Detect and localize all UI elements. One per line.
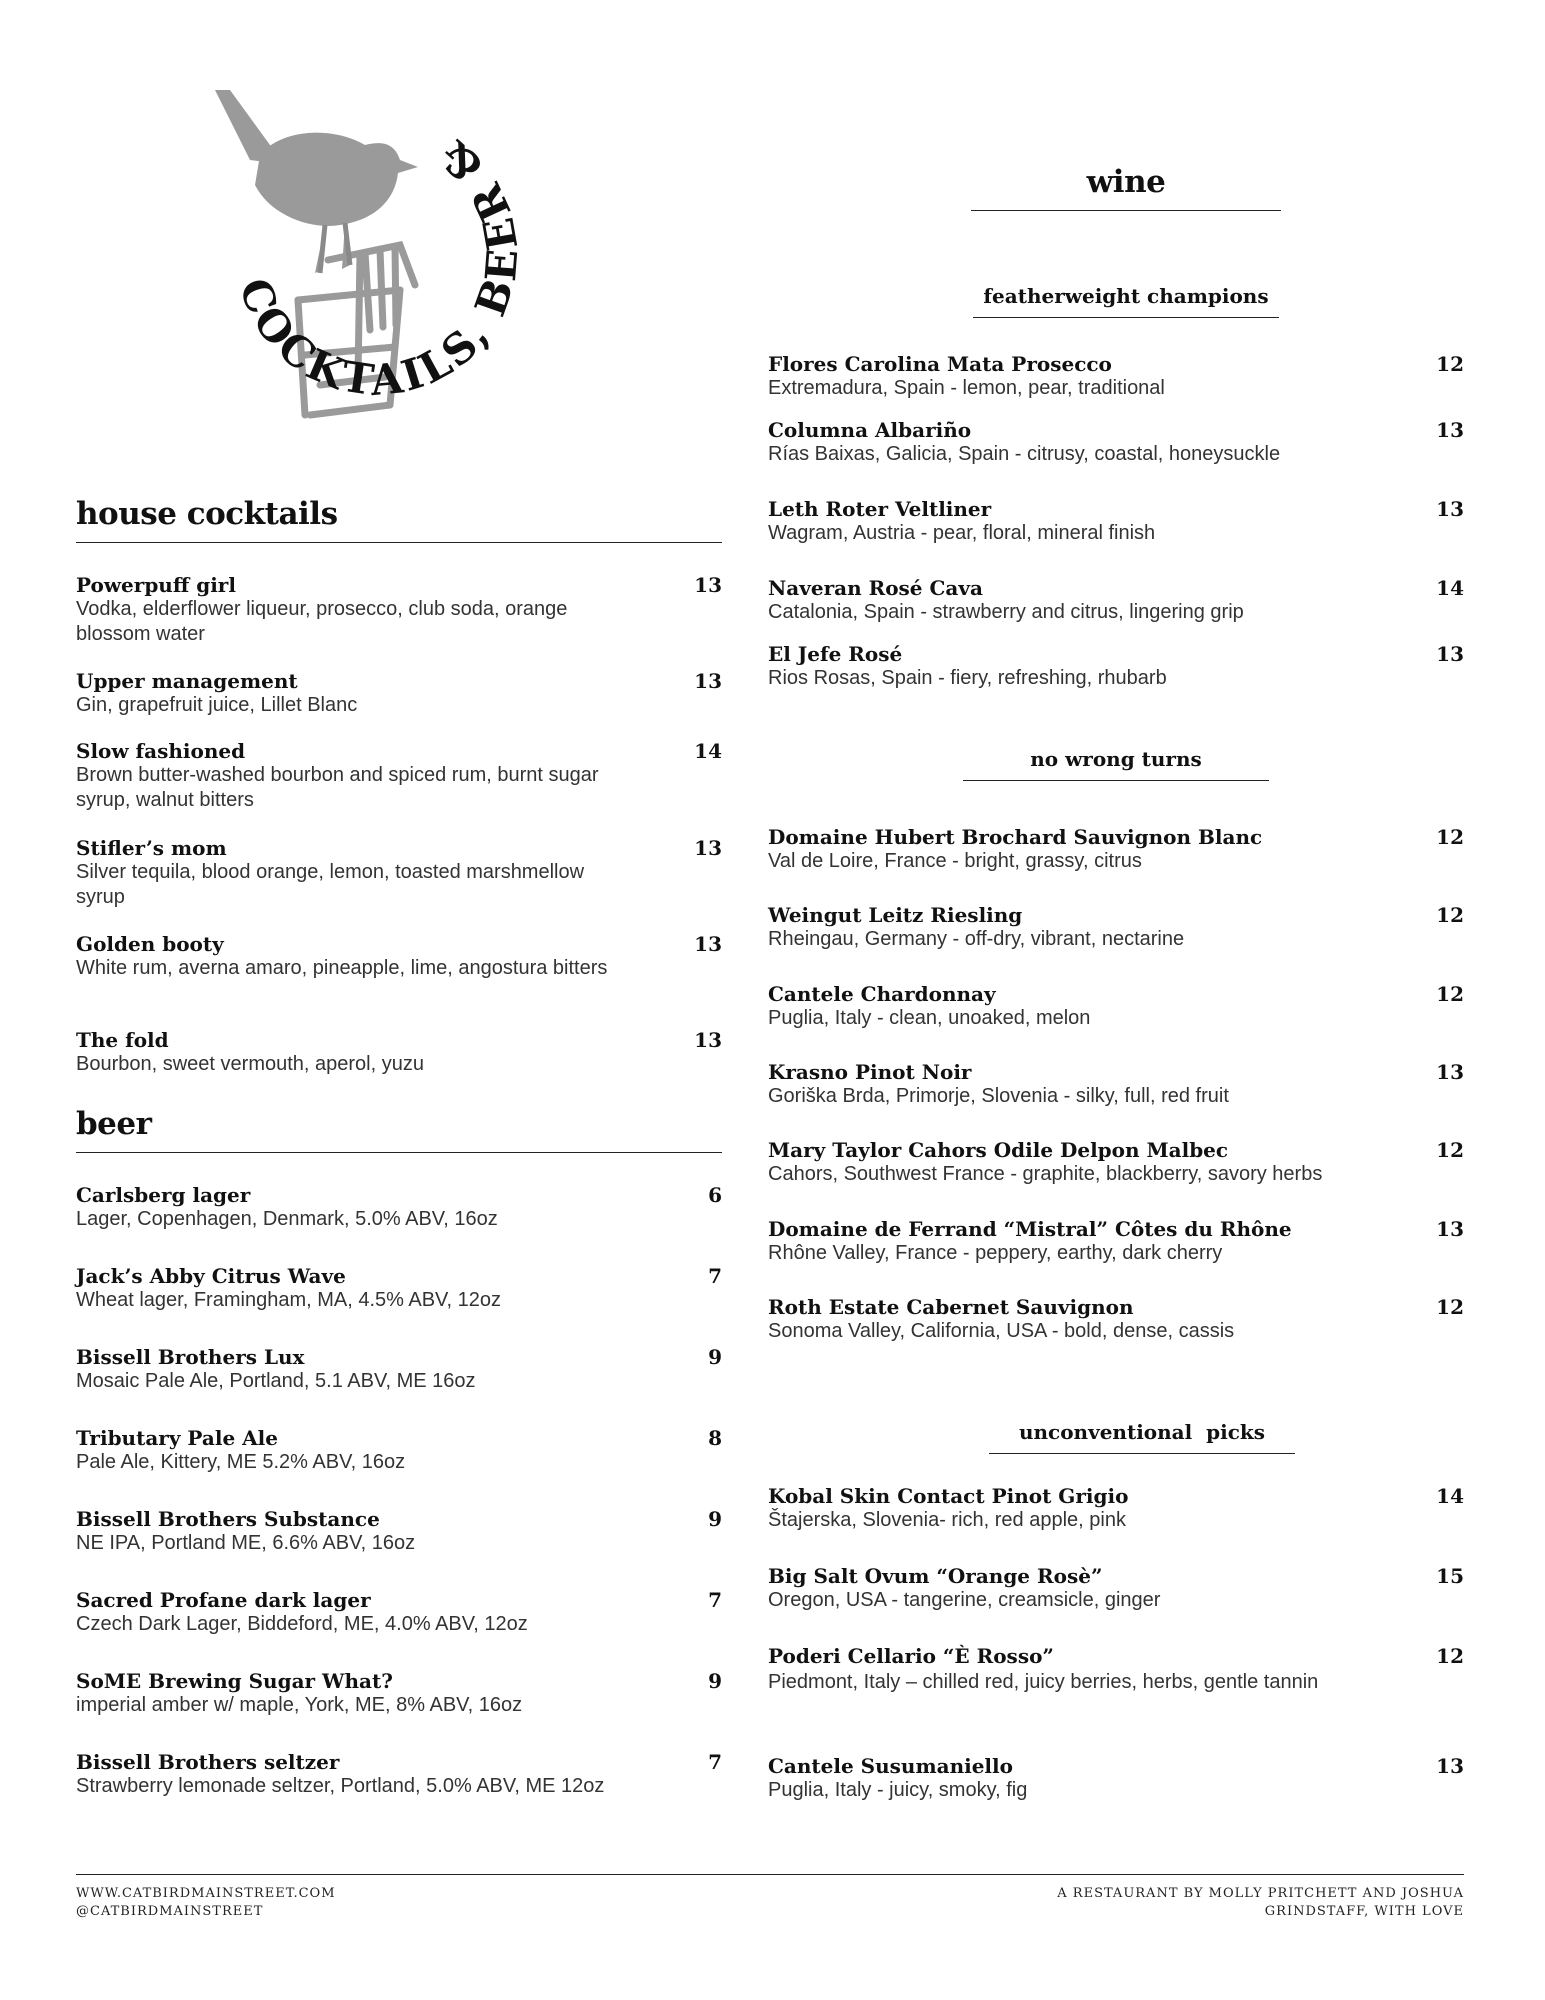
item-name: Roth Estate Cabernet Sauvignon <box>768 1295 1134 1319</box>
wine-item <box>768 1060 1464 1138</box>
item-price: 13 <box>694 669 722 693</box>
item-price: 13 <box>1436 1060 1464 1084</box>
item-name: Stifler’s mom <box>76 836 227 860</box>
item-name: Leth Roter Veltliner <box>768 497 992 521</box>
item-price: 12 <box>1436 352 1464 376</box>
item-price: 9 <box>708 1669 722 1693</box>
item-description: Catalonia, Spain - strawberry and citrus, lingering grip <box>768 601 1244 623</box>
cocktail-item <box>76 1028 722 1088</box>
unconventional-section <box>768 1419 1464 1454</box>
item-price: 7 <box>708 1750 722 1774</box>
item-price: 12 <box>1436 1138 1464 1162</box>
item-price: 7 <box>708 1588 722 1612</box>
item-name: Weingut Leitz Riesling <box>768 903 1023 927</box>
item-name: Domaine Hubert Brochard Sauvignon Blanc <box>768 825 1263 849</box>
item-price: 13 <box>1436 418 1464 442</box>
item-description: Rhône Valley, France - peppery, earthy, dark cherry <box>768 1242 1223 1264</box>
wine-item <box>768 352 1464 418</box>
item-price: 9 <box>708 1345 722 1369</box>
right-column <box>768 160 1464 1814</box>
item-name: Big Salt Ovum “Orange Rosè” <box>768 1564 1103 1588</box>
item-name: El Jefe Rosé <box>768 642 903 666</box>
wine-item <box>768 418 1464 497</box>
item-price: 13 <box>694 1028 722 1052</box>
beer-rule <box>76 1152 722 1153</box>
beer-item <box>76 1183 722 1264</box>
wine-item <box>768 1295 1464 1355</box>
wine-item <box>768 825 1464 903</box>
wine-item <box>768 1484 1464 1564</box>
item-name: SoME Brewing Sugar What? <box>76 1669 393 1693</box>
wine-item <box>768 497 1464 576</box>
item-description: Cahors, Southwest France - graphite, blackberry, savory herbs <box>768 1163 1323 1185</box>
item-description: Extremadura, Spain - lemon, pear, traditional <box>768 377 1165 399</box>
item-description: Puglia, Italy - juicy, smoky, fig <box>768 1779 1028 1801</box>
item-price: 9 <box>708 1507 722 1531</box>
credit-line-1: A RESTAURANT BY MOLLY PRITCHETT AND JOSHUA <box>1057 1886 1464 1901</box>
item-description: imperial amber w/ maple, York, ME, 8% ABV, 16oz <box>76 1694 523 1716</box>
house-cocktails-section <box>76 492 722 1088</box>
footer-credit <box>1057 1885 1464 1921</box>
wine-rule <box>971 210 1281 211</box>
item-description: Val de Loire, France - bright, grassy, citrus <box>768 850 1142 872</box>
no-wrong-turns-list <box>768 825 1464 1355</box>
item-description: Vodka, elderflower liqueur, prosecco, club soda, orange blossom water <box>76 598 568 645</box>
item-description: Strawberry lemonade seltzer, Portland, 5.0% ABV, ME 12oz <box>76 1775 605 1797</box>
featherweight-rule <box>973 317 1279 318</box>
beer-section <box>76 1102 722 1826</box>
beer-title: beer <box>76 1106 152 1142</box>
footer-rule <box>76 1874 1464 1875</box>
item-description: Brown butter-washed bourbon and spiced rum, burnt sugar syrup, walnut bitters <box>76 764 599 811</box>
item-name: Krasno Pinot Noir <box>768 1060 972 1084</box>
item-name: Mary Taylor Cahors Odile Delpon Malbec <box>768 1138 1229 1162</box>
social-handle[interactable]: @CATBIRDMAINSTREET <box>76 1904 264 1919</box>
item-name: Cantele Susumaniello <box>768 1754 1013 1778</box>
item-price: 12 <box>1436 1644 1464 1668</box>
cocktail-item <box>76 573 722 669</box>
beer-item <box>76 1426 722 1507</box>
item-price: 13 <box>694 573 722 597</box>
featherweight-title: featherweight champions <box>983 284 1269 308</box>
no-wrong-turns-section <box>768 746 1464 781</box>
item-price: 13 <box>694 932 722 956</box>
wine-item <box>768 982 1464 1060</box>
item-price: 13 <box>1436 1754 1464 1778</box>
website-link[interactable]: WWW.CATBIRDMAINSTREET.COM <box>76 1886 336 1901</box>
item-name: Powerpuff girl <box>76 573 236 597</box>
item-price: 12 <box>1436 1295 1464 1319</box>
wine-header <box>768 160 1464 211</box>
item-name: Jack’s Abby Citrus Wave <box>76 1264 346 1288</box>
item-name: Cantele Chardonnay <box>768 982 996 1006</box>
item-description: Rías Baixas, Galicia, Spain - citrusy, coastal, honeysuckle <box>768 443 1281 465</box>
item-description: Mosaic Pale Ale, Portland, 5.1 ABV, ME 16oz <box>76 1370 476 1392</box>
item-price: 6 <box>708 1183 722 1207</box>
item-price: 13 <box>1436 1217 1464 1241</box>
item-price: 12 <box>1436 982 1464 1006</box>
item-name: Upper management <box>76 669 298 693</box>
unconventional-rule <box>989 1453 1295 1454</box>
wine-item <box>768 1754 1464 1814</box>
wine-title: wine <box>1086 164 1166 200</box>
item-description: Pale Ale, Kittery, ME 5.2% ABV, 16oz <box>76 1451 406 1473</box>
cocktail-item <box>76 739 722 836</box>
bird-on-chair-logo <box>200 85 580 475</box>
item-price: 14 <box>694 739 722 763</box>
beer-item <box>76 1750 722 1826</box>
item-description: Bourbon, sweet vermouth, aperol, yuzu <box>76 1053 424 1075</box>
beer-item <box>76 1507 722 1588</box>
item-description: White rum, averna amaro, pineapple, lime, angostura bitters <box>76 957 608 979</box>
item-description: Puglia, Italy - clean, unoaked, melon <box>768 1007 1091 1029</box>
item-description: Gin, grapefruit juice, Lillet Blanc <box>76 694 358 716</box>
item-name: Tributary Pale Ale <box>76 1426 278 1450</box>
wine-item <box>768 642 1464 708</box>
featherweight-list <box>768 352 1464 708</box>
item-price: 12 <box>1436 903 1464 927</box>
logo <box>200 85 580 475</box>
item-price: 14 <box>1436 576 1464 600</box>
item-name: Golden booty <box>76 932 224 956</box>
unconventional-title: unconventional picks <box>1018 1420 1266 1444</box>
item-description: Štajerska, Slovenia- rich, red apple, pink <box>768 1509 1126 1531</box>
item-name: Slow fashioned <box>76 739 246 763</box>
no-wrong-turns-rule <box>963 780 1269 781</box>
wine-item <box>768 1564 1464 1644</box>
footer-contact <box>76 1885 336 1921</box>
cocktail-list <box>76 573 722 1088</box>
item-price: 13 <box>1436 497 1464 521</box>
cocktail-item <box>76 932 722 1028</box>
credit-line-2: GRINDSTAFF, WITH LOVE <box>1264 1904 1464 1919</box>
item-description: Lager, Copenhagen, Denmark, 5.0% ABV, 16oz <box>76 1208 498 1230</box>
wine-item <box>768 1138 1464 1217</box>
beer-item <box>76 1345 722 1426</box>
item-description: NE IPA, Portland ME, 6.6% ABV, 16oz <box>76 1532 416 1554</box>
item-name: Poderi Cellario “È Rosso” <box>768 1644 1054 1668</box>
item-name: Naveran Rosé Cava <box>768 576 983 600</box>
cocktail-item <box>76 836 722 932</box>
item-description: Rheingau, Germany - off-dry, vibrant, nectarine <box>768 928 1185 950</box>
beer-list <box>76 1183 722 1826</box>
unconventional-list <box>768 1484 1464 1814</box>
item-description: Czech Dark Lager, Biddeford, ME, 4.0% ABV, 12oz <box>76 1613 528 1635</box>
wine-item <box>768 1217 1464 1295</box>
item-price: 7 <box>708 1264 722 1288</box>
item-name: Bissell Brothers Substance <box>76 1507 380 1531</box>
beer-item <box>76 1264 722 1345</box>
item-price: 13 <box>694 836 722 860</box>
item-price: 14 <box>1436 1484 1464 1508</box>
item-name: Carlsberg lager <box>76 1183 251 1207</box>
house-cocktails-rule <box>76 542 722 543</box>
item-name: Flores Carolina Mata Prosecco <box>768 352 1112 376</box>
item-price: 12 <box>1436 825 1464 849</box>
item-name: Bissell Brothers Lux <box>76 1345 305 1369</box>
item-name: Sacred Profane dark lager <box>76 1588 371 1612</box>
item-description: Wheat lager, Framingham, MA, 4.5% ABV, 12oz <box>76 1289 502 1311</box>
item-description: Goriška Brda, Primorje, Slovenia - silky, full, red fruit <box>768 1085 1229 1107</box>
house-cocktails-title: house cocktails <box>76 496 338 532</box>
left-column <box>76 492 722 1826</box>
item-name: Bissell Brothers seltzer <box>76 1750 340 1774</box>
cocktail-item <box>76 669 722 739</box>
no-wrong-turns-title: no wrong turns <box>1030 747 1202 771</box>
item-description: Rios Rosas, Spain - fiery, refreshing, rhubarb <box>768 667 1167 689</box>
wine-item <box>768 1644 1464 1754</box>
item-name: The fold <box>76 1028 169 1052</box>
wine-item <box>768 903 1464 982</box>
item-description: Silver tequila, blood orange, lemon, toasted marshmellow syrup <box>76 861 585 908</box>
item-description: Piedmont, Italy – chilled red, juicy berries, herbs, gentle tannin <box>768 1671 1319 1693</box>
featherweight-section <box>768 283 1464 318</box>
item-description: Wagram, Austria - pear, floral, mineral finish <box>768 522 1156 544</box>
logo-arc-text: COCKTAILS, BEER & <box>229 128 528 406</box>
item-price: 15 <box>1436 1564 1464 1588</box>
item-name: Columna Albariño <box>768 418 972 442</box>
item-name: Kobal Skin Contact Pinot Grigio <box>768 1484 1129 1508</box>
beer-item <box>76 1669 722 1750</box>
item-description: Sonoma Valley, California, USA - bold, dense, cassis <box>768 1320 1235 1342</box>
item-price: 8 <box>708 1426 722 1450</box>
wine-item <box>768 576 1464 642</box>
item-price: 13 <box>1436 642 1464 666</box>
item-description: Oregon, USA - tangerine, creamsicle, ginger <box>768 1589 1161 1611</box>
item-name: Domaine de Ferrand “Mistral” Côtes du Rhône <box>768 1217 1292 1241</box>
beer-item <box>76 1588 722 1669</box>
